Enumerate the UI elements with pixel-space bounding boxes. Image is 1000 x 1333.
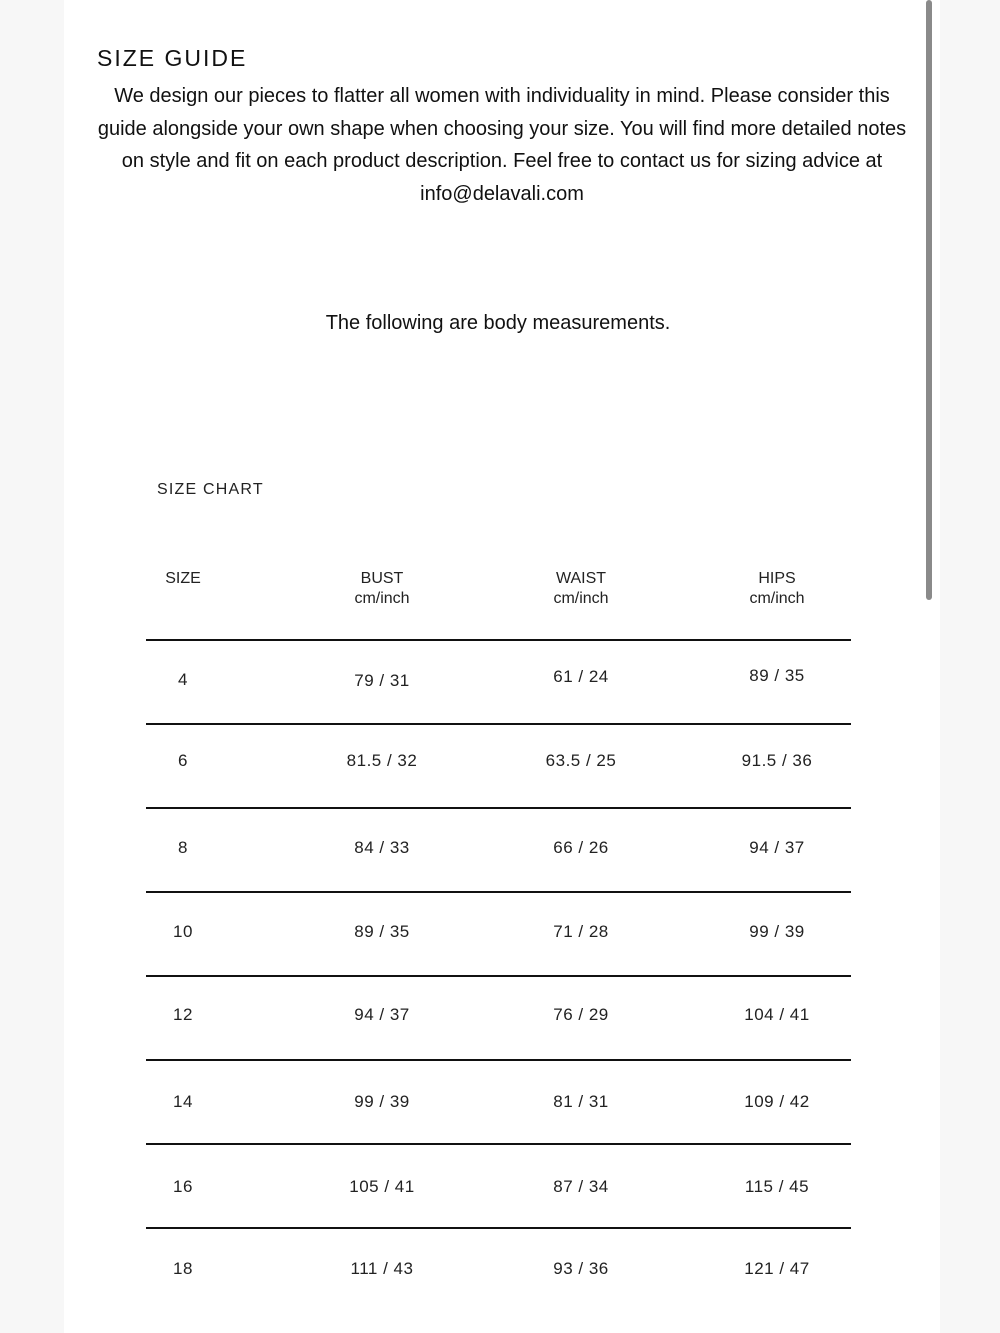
table-row — [146, 1145, 851, 1229]
cell-hips: 121 / 47 — [744, 1259, 810, 1278]
cell-size: 6 — [178, 751, 188, 770]
cell-size: 12 — [173, 1005, 193, 1024]
cell-size: 16 — [173, 1177, 193, 1196]
intro-paragraph: We design our pieces to flatter all women with individuality in mind. Please consider this guide alongside your own shape when choosing your size. You will find more detailed notes on style and fit on each product description. Feel free to contact us for sizing advice at info@delavali.com — [97, 85, 907, 205]
cell-bust: 84 / 33 — [354, 838, 410, 857]
header-waist-label: WAIST — [555, 570, 607, 587]
size-chart-heading: SIZE CHART — [157, 481, 264, 498]
cell-size: 4 — [178, 670, 188, 689]
cell-hips: 94 / 37 — [749, 838, 805, 857]
header-hips-label: HIPS — [758, 570, 796, 587]
header-size-label: SIZE — [165, 570, 201, 587]
cell-waist: 66 / 26 — [553, 838, 609, 857]
cell-waist: 76 / 29 — [553, 1005, 609, 1024]
header-bust — [302, 569, 462, 609]
table-row — [146, 641, 851, 725]
cell-bust: 111 / 43 — [350, 1259, 414, 1278]
cell-bust: 105 / 41 — [349, 1177, 415, 1196]
header-hips — [697, 569, 857, 609]
header-waist — [501, 569, 661, 609]
body-measurements-note: The following are body measurements. — [325, 312, 671, 334]
page-title: SIZE GUIDE — [97, 45, 248, 72]
table-row — [146, 1061, 851, 1145]
cell-waist: 71 / 28 — [553, 922, 609, 941]
cell-size: 18 — [173, 1259, 193, 1278]
cell-bust: 94 / 37 — [354, 1005, 410, 1024]
cell-bust: 79 / 31 — [354, 671, 410, 690]
cell-hips: 99 / 39 — [749, 922, 805, 941]
cell-size: 10 — [173, 922, 193, 941]
table-row — [146, 977, 851, 1061]
header-size — [103, 569, 263, 589]
header-hips-unit: cm/inch — [749, 590, 805, 607]
cell-hips: 109 / 42 — [744, 1092, 810, 1111]
cell-hips: 89 / 35 — [749, 666, 805, 685]
table-row — [146, 1229, 851, 1313]
header-waist-unit: cm/inch — [553, 590, 609, 607]
cell-size: 14 — [173, 1092, 193, 1111]
header-bust-unit: cm/inch — [354, 590, 410, 607]
cell-waist: 63.5 / 25 — [545, 751, 617, 770]
table-row — [146, 809, 851, 893]
cell-waist: 61 / 24 — [553, 667, 609, 686]
cell-hips: 115 / 45 — [744, 1177, 810, 1196]
header-bust-label: BUST — [360, 570, 404, 587]
cell-waist: 93 / 36 — [553, 1259, 609, 1278]
cell-hips: 91.5 / 36 — [741, 751, 813, 770]
table-header-row — [146, 560, 851, 640]
scrollbar-thumb[interactable] — [926, 0, 932, 600]
cell-waist: 87 / 34 — [553, 1177, 609, 1196]
cell-hips: 104 / 41 — [744, 1005, 810, 1024]
table-row — [146, 893, 851, 977]
table-row — [146, 725, 851, 809]
cell-bust: 99 / 39 — [354, 1092, 410, 1111]
cell-waist: 81 / 31 — [553, 1092, 609, 1111]
cell-bust: 89 / 35 — [354, 922, 410, 941]
cell-bust: 81.5 / 32 — [346, 751, 418, 770]
cell-size: 8 — [178, 838, 188, 857]
